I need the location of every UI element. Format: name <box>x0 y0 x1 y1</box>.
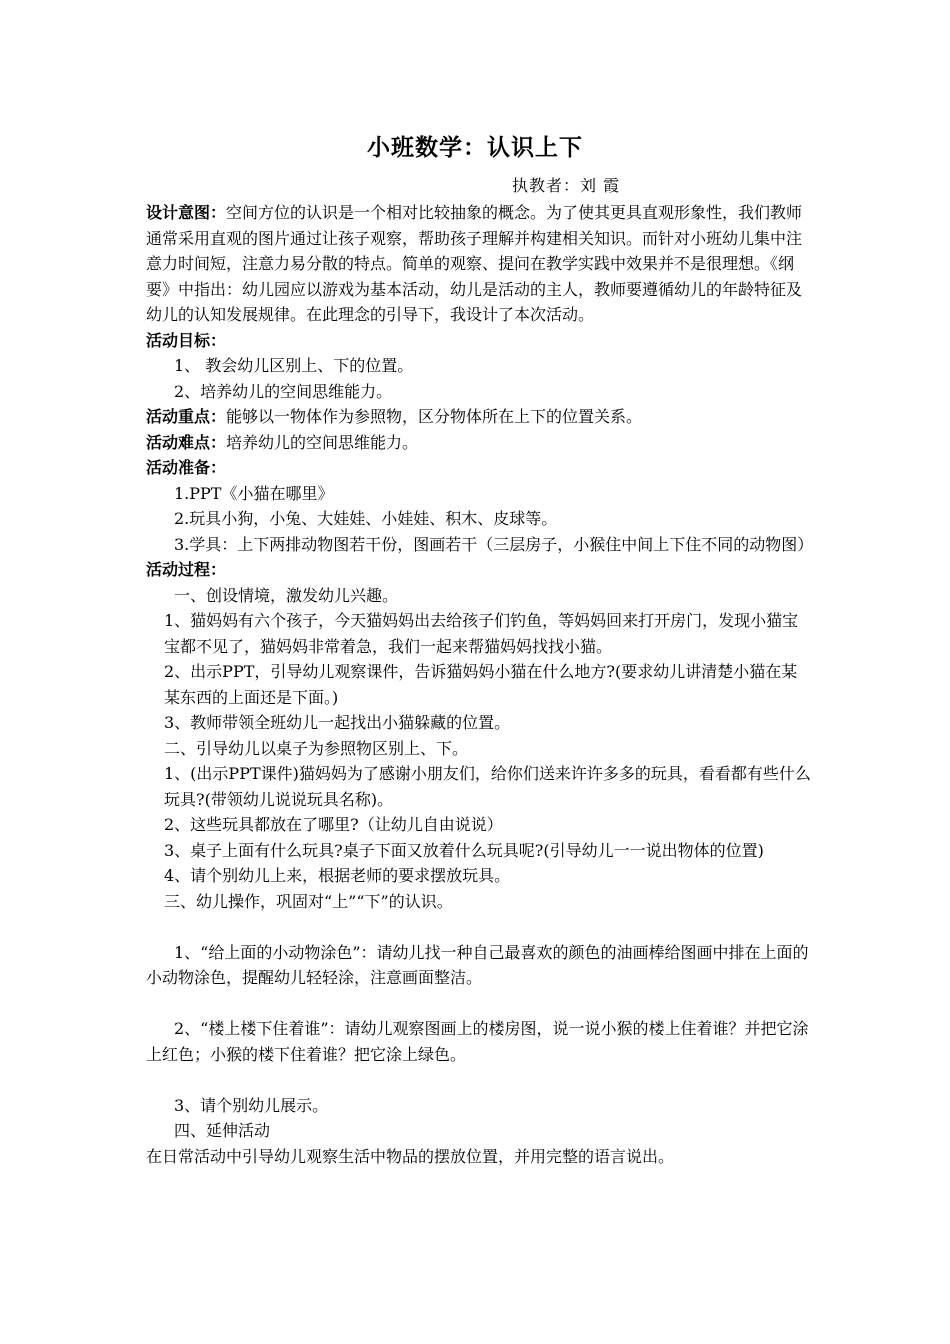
preparation-item: 1.PPT《小猫在哪里》 <box>174 483 334 503</box>
design-intent-paragraph <box>146 200 812 328</box>
author-line: 执教者：刘 霞 <box>512 176 621 195</box>
key-point-text: 能够以一物体作为参照物，区分物体所在上下的位置关系。 <box>226 407 643 426</box>
design-intent-label: 设计意图： <box>146 203 227 222</box>
document-body <box>146 200 812 1169</box>
process-item: 2、“楼上楼下住着谁”：请幼儿观察图画上的楼房图，说一说小猴的楼上住着谁？并把它涂上红色；小猴的楼下住着谁？把它涂上绿色。 <box>146 1019 809 1064</box>
process-heading: 活动过程： <box>146 560 227 579</box>
preparation-heading: 活动准备： <box>146 458 227 477</box>
section-heading: 二、引导幼儿以桌子为参照物区别上、下。 <box>164 738 469 758</box>
section-heading: 一、创设情境，激发幼儿兴趣。 <box>174 585 399 605</box>
blank-line <box>146 914 812 940</box>
process-item: 2、这些玩具都放在了哪里?（让幼儿自由说说） <box>164 815 503 834</box>
section-heading: 四、延伸活动 <box>174 1121 271 1140</box>
extension-text: 在日常活动中引导幼儿观察生活中物品的摆放位置，并用完整的语言说出。 <box>146 1146 675 1166</box>
design-intent-text: 空间方位的认识是一个相对比较抽象的概念。为了使其更具直观形象性，我们教师通常采用直观的图片通过让孩子观察，帮助孩子理解并构建相关知识。而针对小班幼儿集中注意力时间短，注意力易分散的特点。简单的观察、提问在教学实践中效果并不是很理想。《纲要》中指出：幼儿园应以游戏为基本活动，幼儿是活动的主人，教师要遵循幼儿的年龄特征及幼儿的认知发展规律。在此理念的引导下，我设计了本次活动。 <box>146 203 803 324</box>
preparation-item: 2.玩具小狗，小兔、大娃娃、小娃娃、积木、皮球等。 <box>174 509 558 528</box>
process-item: 3、请个别幼儿展示。 <box>174 1095 329 1115</box>
difficulty-text: 培养幼儿的空间思维能力。 <box>226 432 419 452</box>
blank-line <box>146 1067 812 1093</box>
blank-line <box>146 991 812 1017</box>
process-item: 1、猫妈妈有六个孩子，今天猫妈妈出去给孩子们钓鱼，等妈妈回来打开房门，发现小猫宝宝都不见了，猫妈妈非常着急，我们一起来帮猫妈妈找找小猫。 <box>164 611 799 656</box>
key-point-label: 活动重点： <box>146 407 227 426</box>
difficulty-label: 活动难点： <box>146 432 227 452</box>
process-item: 2、出示PPT，引导幼儿观察课件，告诉猫妈妈小猫在什么地方?(要求幼儿讲清楚小猫在某某东西的上面还是下面。) <box>164 662 798 707</box>
document-title: 小班数学：认识上下 <box>367 134 583 161</box>
process-item: 1、“给上面的小动物涂色”：请幼儿找一种自己最喜欢的颜色的油画棒给图画中排在上面的小动物涂色，提醒幼儿轻轻涂，注意画面整洁。 <box>146 942 809 987</box>
process-item: 3、教师带领全班幼儿一起找出小猫躲藏的位置。 <box>164 713 511 732</box>
goals-heading: 活动目标： <box>146 330 227 350</box>
process-item: 3、桌子上面有什么玩具?桌子下面又放着什么玩具呢?(引导幼儿一一说出物体的位置) <box>164 840 764 860</box>
preparation-item: 3.学具：上下两排动物图若干份，图画若干（三层房子，小猴住中间上下住不同的动物图） <box>174 534 814 554</box>
process-item: 4、请个别幼儿上来，根据老师的要求摆放玩具。 <box>164 866 511 885</box>
goal-item: 1、 教会幼儿区别上、下的位置。 <box>174 356 414 375</box>
difficulty-paragraph <box>146 430 812 456</box>
section-heading: 三、幼儿操作，巩固对“上”“下”的认识。 <box>164 891 453 911</box>
goal-item: 2、培养幼儿的空间思维能力。 <box>174 381 393 401</box>
key-point-paragraph <box>146 404 812 430</box>
process-item: 1、(出示PPT课件)猫妈妈为了感谢小朋友们，给你们送来许许多多的玩具，看看都有些什么玩具?(带领幼儿说说玩具名称)。 <box>164 764 811 809</box>
